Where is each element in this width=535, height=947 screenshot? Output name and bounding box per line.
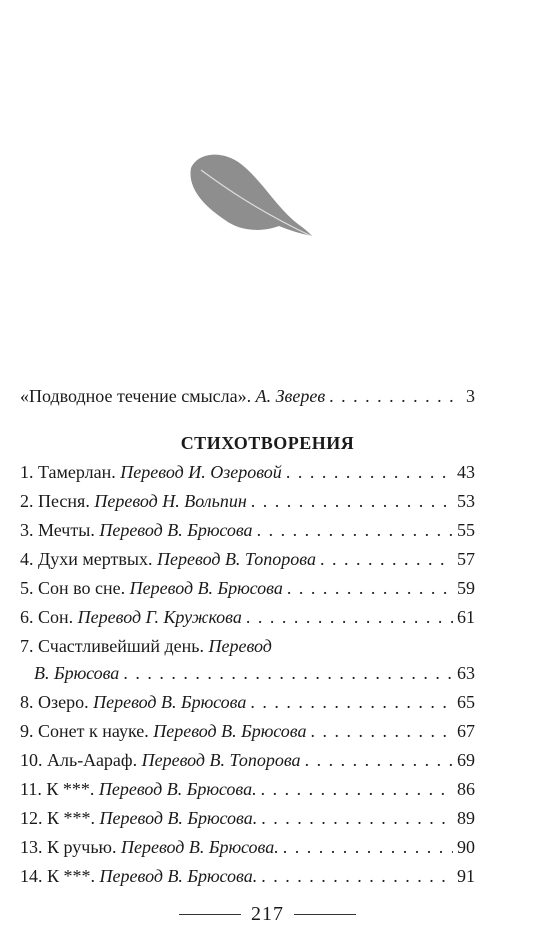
page-number: 217 — [251, 903, 284, 925]
entry-page: 89 — [457, 808, 475, 828]
dot-leader — [257, 520, 453, 541]
entry-title: 8. Озеро. — [20, 692, 89, 712]
dot-leader — [283, 837, 453, 858]
entry-translator: Перевод В. Брюсова — [129, 578, 283, 598]
footer-rule-right — [294, 914, 356, 915]
dot-leader — [251, 491, 453, 512]
toc-entry[interactable] — [20, 721, 475, 750]
toc-entry[interactable] — [20, 578, 475, 607]
entry-translator: Перевод Н. Вольпин — [94, 491, 247, 511]
toc-entry[interactable] — [20, 837, 475, 866]
entry-page: 86 — [457, 779, 475, 799]
toc-entry[interactable] — [20, 607, 475, 636]
toc-entry[interactable] — [20, 750, 475, 779]
entry-title: 12. К ***. — [20, 808, 96, 828]
entry-page: 53 — [457, 491, 475, 511]
toc-entry[interactable] — [20, 491, 475, 520]
table-of-contents — [20, 462, 475, 895]
entry-page: 59 — [457, 578, 475, 598]
dot-leader — [305, 750, 453, 771]
entry-page: 55 — [457, 520, 475, 540]
entry-translator: Перевод В. Брюсова — [93, 692, 247, 712]
page-footer — [0, 903, 535, 926]
dot-leader — [123, 663, 453, 684]
entry-page: 90 — [457, 837, 475, 857]
dot-leader — [246, 607, 453, 628]
entry-page: 69 — [457, 750, 475, 770]
entry-translator: Перевод В. Брюсова. — [99, 866, 258, 886]
entry-title: 10. Аль-Аараф. — [20, 750, 138, 770]
toc-entry[interactable] — [20, 866, 475, 895]
entry-page: 65 — [457, 692, 475, 712]
entry-page: 61 — [457, 607, 475, 627]
entry-translator: Перевод И. Озеровой — [120, 462, 282, 482]
toc-entry[interactable] — [20, 636, 475, 663]
entry-title: 2. Песня. — [20, 491, 90, 511]
section-title: СТИХОТВОРЕНИЯ — [180, 433, 355, 453]
entry-title: 5. Сон во сне. — [20, 578, 126, 598]
entry-page: 67 — [457, 721, 475, 741]
entry-title: 9. Сонет к науке. — [20, 721, 149, 741]
dot-leader — [286, 462, 453, 483]
toc-entry[interactable] — [20, 462, 475, 491]
entry-title: 13. К ручью. — [20, 837, 117, 857]
dot-leader — [287, 578, 453, 599]
toc-entry[interactable] — [20, 779, 475, 808]
toc-entry-continuation[interactable] — [20, 663, 475, 692]
toc-entry[interactable] — [20, 549, 475, 578]
dot-leader — [261, 779, 453, 800]
entry-page: 57 — [457, 549, 475, 569]
entry-translator: Перевод — [208, 636, 272, 656]
entry-title: 3. Мечты. — [20, 520, 95, 540]
entry-translator-cont: В. Брюсова — [34, 663, 120, 683]
entry-translator: Перевод В. Брюсова — [99, 520, 253, 540]
dot-leader — [310, 721, 453, 742]
entry-page: 91 — [457, 866, 475, 886]
entry-title: 6. Сон. — [20, 607, 74, 627]
entry-page: 63 — [457, 663, 475, 683]
dot-leader — [329, 386, 462, 407]
entry-translator: Перевод В. Брюсова. — [99, 808, 258, 828]
entry-translator: Перевод В. Брюсова. — [120, 837, 279, 857]
entry-title: 1. Тамерлан. — [20, 462, 116, 482]
entry-translator: Перевод В. Топорова — [141, 750, 301, 770]
dot-leader — [250, 692, 453, 713]
footer-rule-left — [179, 914, 241, 915]
feather-icon — [183, 150, 313, 245]
entry-title: 7. Счастливейший день. — [20, 636, 204, 656]
entry-title: 14. К ***. — [20, 866, 96, 886]
toc-entry[interactable] — [20, 808, 475, 837]
intro-page: 3 — [466, 386, 475, 406]
toc-entry[interactable] — [20, 692, 475, 721]
entry-title: 4. Духи мертвых. — [20, 549, 153, 569]
intro-entry[interactable] — [20, 386, 475, 407]
dot-leader — [261, 866, 453, 887]
entry-translator: Перевод Г. Кружкова — [77, 607, 242, 627]
entry-translator: Перевод В. Брюсова. — [98, 779, 257, 799]
intro-title: «Подводное течение смысла». — [20, 386, 252, 406]
entry-page: 43 — [457, 462, 475, 482]
dot-leader — [261, 808, 453, 829]
dot-leader — [320, 549, 453, 570]
entry-title: 11. К ***. — [20, 779, 95, 799]
toc-entry[interactable] — [20, 520, 475, 549]
intro-author: А. Зверев — [255, 386, 326, 406]
entry-translator: Перевод В. Брюсова — [153, 721, 307, 741]
entry-translator: Перевод В. Топорова — [157, 549, 316, 569]
